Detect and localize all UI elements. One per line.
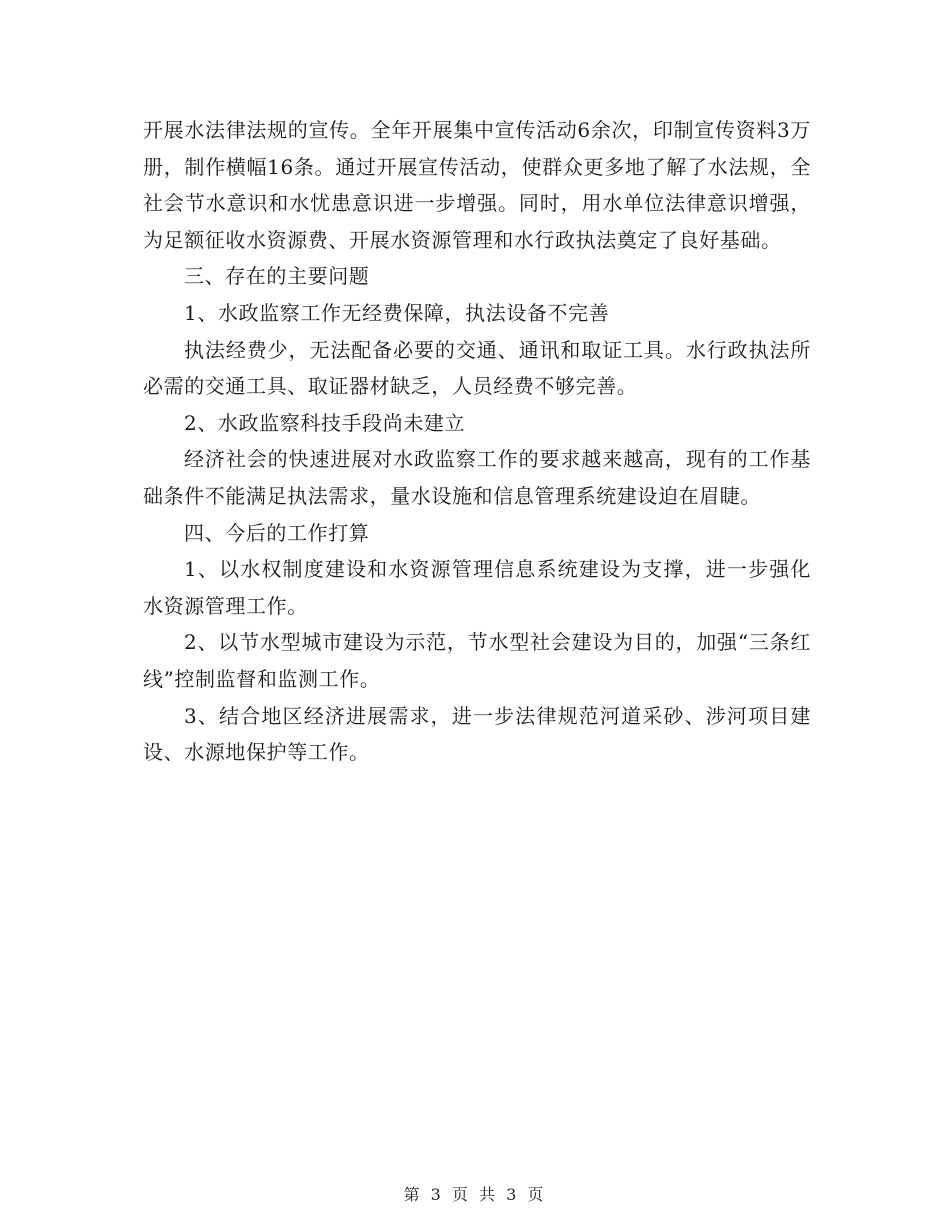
list-item: 1、以水权制度建设和水资源管理信息系统建设为支撑，进一步强化水资源管理工作。 [143, 557, 811, 618]
page-number: 第 3 页 共 3 页 [403, 1185, 547, 1204]
paragraph: 经济社会的快速进展对水政监察工作的要求越来越高，现有的工作基础条件不能满足执法需求，量水设施和信息管理系统建设迫在眉睫。 [143, 447, 811, 508]
section-heading: 三、存在的主要问题 [184, 264, 370, 289]
document-body [143, 112, 811, 771]
paragraph: 执法经费少，无法配备必要的交通、通讯和取证工具。水行政执法所必需的交通工具、取证器材缺乏，人员经费不够完善。 [143, 337, 811, 399]
list-item: 3、结合地区经济进展需求，进一步法律规范河道采砂、涉河项目建设、水源地保护等工作。 [143, 703, 811, 765]
list-item: 2、以节水型城市建设为示范，节水型社会建设为目的，加强“三条红线”控制监督和监测工作。 [143, 630, 811, 691]
paragraph: 开展水法律法规的宣传。全年开展集中宣传活动6余次，印制宣传资料3万册，制作横幅16条。通过开展宣传活动，使群众更多地了解了水法规，全社会节水意识和水忧患意识进一步增强。同时，用水单位法律意识增强，为足额征收水资源费、开展水资源管理和水行政执法奠定了良好基础。 [143, 118, 811, 252]
subsection-heading: 2、水政监察科技手段尚未建立 [184, 410, 466, 435]
subsection-heading: 1、水政监察工作无经费保障，执法设备不完善 [184, 300, 610, 325]
section-heading: 四、今后的工作打算 [184, 520, 370, 545]
